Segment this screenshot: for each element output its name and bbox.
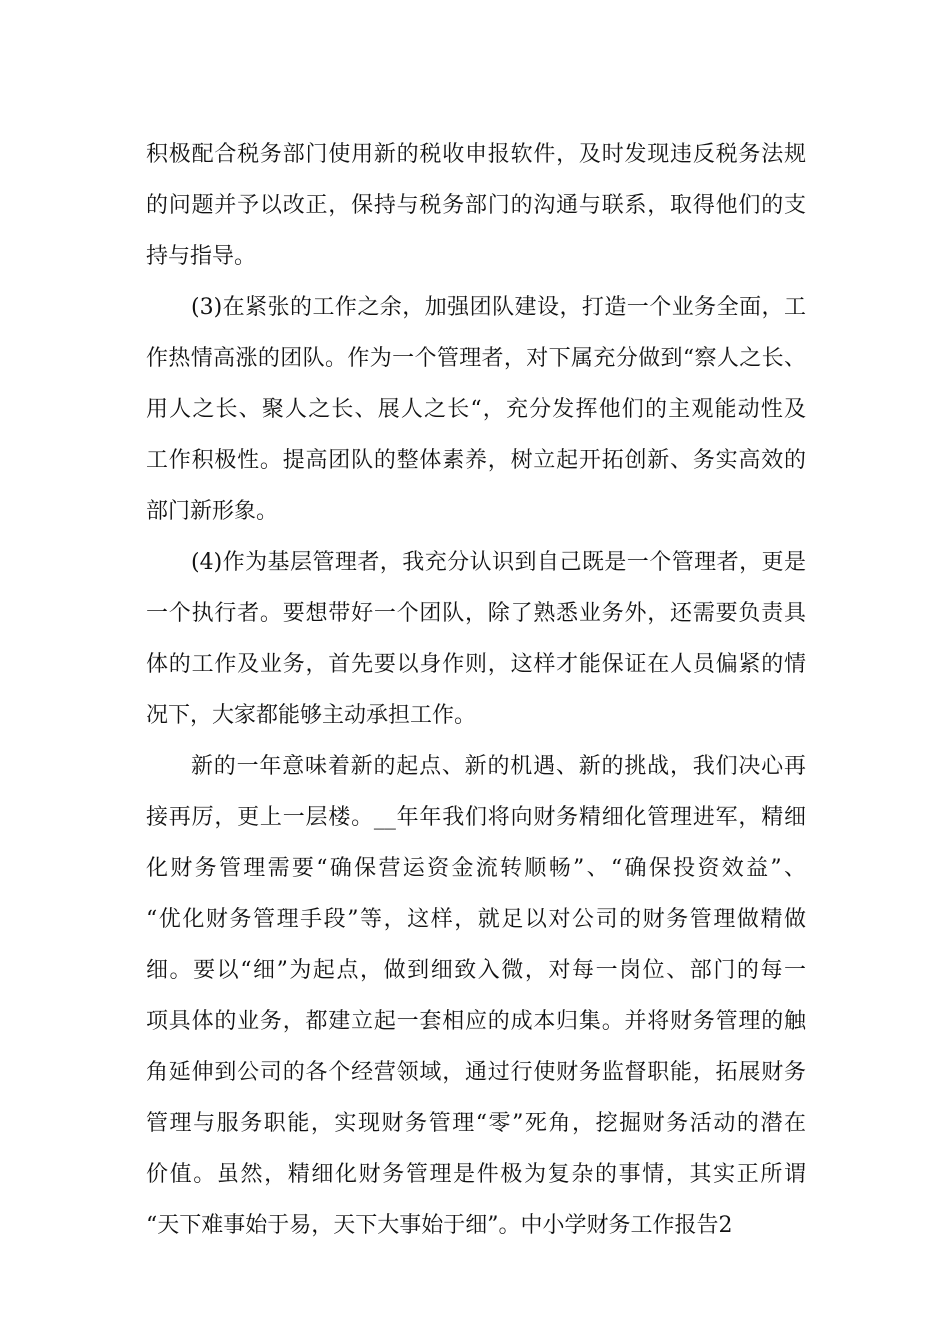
paragraph-2-line-5: 部门新形象。 [146, 499, 279, 524]
paragraph-3-line-3: 体的工作及业务，首先要以身作则，这样才能保证在人员偏紧的情 [146, 652, 806, 677]
paragraph-4-line-1: 新的一年意味着新的起点、新的机遇、新的挑战，我们决心再 [191, 754, 806, 779]
paragraph-4-line-4: “优化财务管理手段”等，这样，就足以对公司的财务管理做精做 [146, 907, 806, 932]
paragraph-2-line-1: (3)在紧张的工作之余，加强团队建设，打造一个业务全面，工 [191, 295, 806, 320]
paragraph-3-line-4: 况下，大家都能够主动承担工作。 [146, 703, 477, 728]
paragraph-4-line-10: “天下难事始于易，天下大事始于细”。中小学财务工作报告2 [146, 1213, 733, 1238]
paragraph-4-line-5: 细。要以“细”为起点，做到细致入微，对每一岗位、部门的每一 [146, 958, 806, 983]
paragraph-1-line-2: 的问题并予以改正，保持与税务部门的沟通与联系，取得他们的支 [146, 193, 806, 218]
paragraph-4-line-7: 角延伸到公司的各个经营领域，通过行使财务监督职能，拓展财务 [146, 1060, 806, 1085]
paragraph-3-line-1: (4)作为基层管理者，我充分认识到自己既是一个管理者，更是 [191, 550, 806, 575]
paragraph-4-line-2: 接再厉，更上一层楼。__年年我们将向财务精细化管理进军，精细 [146, 805, 806, 830]
paragraph-4-line-3: 化财务管理需要“确保营运资金流转顺畅”、“确保投资效益”、 [146, 856, 806, 881]
paragraph-4-line-6: 项具体的业务，都建立起一套相应的成本归集。并将财务管理的触 [146, 1009, 806, 1034]
paragraph-2-line-2: 作热情高涨的团队。作为一个管理者，对下属充分做到“察人之长、 [146, 346, 806, 371]
paragraph-4-line-8: 管理与服务职能，实现财务管理“零”死角，挖掘财务活动的潜在 [146, 1111, 806, 1136]
paragraph-1-line-1: 积极配合税务部门使用新的税收申报软件，及时发现违反税务法规 [146, 142, 806, 167]
paragraph-1-line-3: 持与指导。 [146, 244, 257, 269]
paragraph-2-line-4: 工作积极性。提高团队的整体素养，树立起开拓创新、务实高效的 [146, 448, 806, 473]
paragraph-2-line-3: 用人之长、聚人之长、展人之长“，充分发挥他们的主观能动性及 [146, 397, 806, 422]
paragraph-4-line-9: 价值。虽然，精细化财务管理是件极为复杂的事情，其实正所谓 [146, 1162, 806, 1187]
paragraph-3-line-2: 一个执行者。要想带好一个团队，除了熟悉业务外，还需要负责具 [146, 601, 806, 626]
